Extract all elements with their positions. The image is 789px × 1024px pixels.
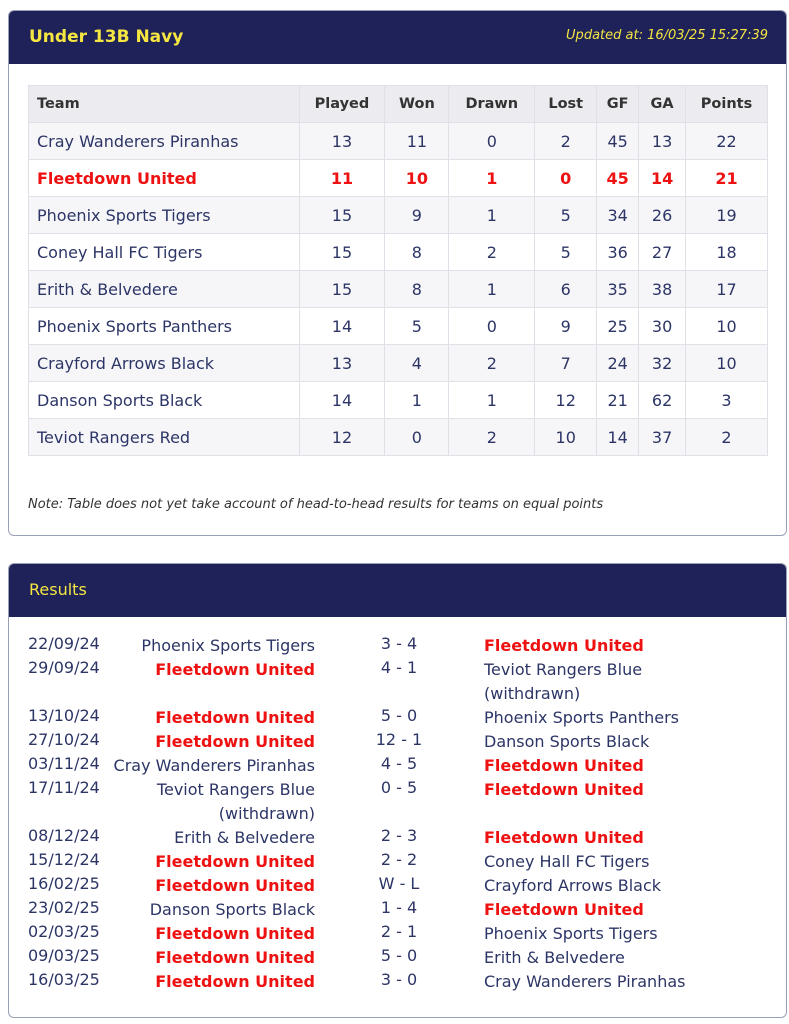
stat-cell: 11 — [299, 160, 385, 197]
home-team: Phoenix Sports Tigers — [141, 636, 315, 655]
column-header-points: Points — [686, 86, 768, 123]
results-list — [9, 634, 786, 994]
stat-cell: 10 — [385, 160, 449, 197]
result-row — [9, 730, 786, 754]
results-header — [9, 564, 786, 617]
team-name-cell: Danson Sports Black — [29, 382, 300, 419]
team-name-cell: Phoenix Sports Panthers — [29, 308, 300, 345]
result-score: 1 - 4 — [380, 898, 418, 917]
stat-cell: 2 — [535, 123, 597, 160]
stat-cell: 9 — [385, 197, 449, 234]
result-score: 0 - 5 — [380, 778, 418, 797]
stat-cell: 12 — [535, 382, 597, 419]
result-score: 5 - 0 — [380, 706, 418, 725]
league-table — [28, 85, 768, 456]
result-score: 2 - 2 — [380, 850, 418, 869]
column-header-won: Won — [385, 86, 449, 123]
stat-cell: 26 — [639, 197, 686, 234]
away-team: Coney Hall FC Tigers — [484, 852, 650, 871]
result-row — [9, 754, 786, 778]
table-note: Note: Table does not yet take account of head-to-head results for teams on equal points — [28, 497, 604, 512]
result-score: 12 - 1 — [375, 730, 423, 749]
results-title: Results — [29, 580, 87, 599]
home-team: Erith & Belvedere — [174, 828, 315, 847]
home-team: Danson Sports Black — [149, 900, 315, 919]
team-name-cell: Erith & Belvedere — [29, 271, 300, 308]
stat-cell: 30 — [639, 308, 686, 345]
stat-cell: 21 — [597, 382, 639, 419]
stat-cell: 32 — [639, 345, 686, 382]
stat-cell: 12 — [299, 419, 385, 456]
result-score: 5 - 0 — [380, 946, 418, 965]
stat-cell: 2 — [449, 234, 535, 271]
result-row — [9, 778, 786, 826]
table-row — [29, 345, 768, 382]
stat-cell: 6 — [535, 271, 597, 308]
result-score: 3 - 0 — [380, 970, 418, 989]
result-date: 16/03/25 — [28, 970, 100, 989]
stat-cell: 24 — [597, 345, 639, 382]
result-date: 09/03/25 — [28, 946, 100, 965]
stat-cell: 2 — [449, 419, 535, 456]
column-header-ga: GA — [639, 86, 686, 123]
stat-cell: 1 — [385, 382, 449, 419]
away-team: Erith & Belvedere — [484, 948, 625, 967]
stat-cell: 2 — [686, 419, 768, 456]
table-row — [29, 308, 768, 345]
team-name-cell: Coney Hall FC Tigers — [29, 234, 300, 271]
stat-cell: 8 — [385, 271, 449, 308]
stat-cell: 1 — [449, 160, 535, 197]
result-row — [9, 970, 786, 994]
stat-cell: 8 — [385, 234, 449, 271]
team-name-cell: Phoenix Sports Tigers — [29, 197, 300, 234]
team-name-cell: Cray Wanderers Piranhas — [29, 123, 300, 160]
home-team: Fleetdown United — [155, 708, 315, 727]
stat-cell: 0 — [535, 160, 597, 197]
stat-cell: 13 — [639, 123, 686, 160]
home-team: Fleetdown United — [155, 660, 315, 679]
stat-cell: 45 — [597, 123, 639, 160]
away-team: Phoenix Sports Tigers — [484, 924, 658, 943]
stat-cell: 5 — [535, 197, 597, 234]
away-team: Fleetdown United — [484, 780, 644, 799]
stat-cell: 21 — [686, 160, 768, 197]
away-team: Cray Wanderers Piranhas — [484, 972, 686, 991]
stat-cell: 14 — [639, 160, 686, 197]
column-header-team: Team — [29, 86, 300, 123]
away-team: Fleetdown United — [484, 828, 644, 847]
result-row — [9, 634, 786, 658]
stat-cell: 0 — [449, 308, 535, 345]
stat-cell: 13 — [299, 123, 385, 160]
stat-cell: 19 — [686, 197, 768, 234]
results-card — [8, 563, 787, 1018]
stat-cell: 10 — [686, 345, 768, 382]
league-header — [9, 11, 786, 64]
home-team: Cray Wanderers Piranhas — [113, 756, 315, 775]
result-row — [9, 922, 786, 946]
result-score: 2 - 3 — [380, 826, 418, 845]
home-team: Fleetdown United — [155, 732, 315, 751]
stat-cell: 15 — [299, 234, 385, 271]
stat-cell: 2 — [449, 345, 535, 382]
stat-cell: 37 — [639, 419, 686, 456]
stat-cell: 18 — [686, 234, 768, 271]
table-row — [29, 382, 768, 419]
stat-cell: 4 — [385, 345, 449, 382]
away-team: Fleetdown United — [484, 636, 644, 655]
result-date: 16/02/25 — [28, 874, 100, 893]
table-header-row — [29, 86, 768, 123]
stat-cell: 10 — [686, 308, 768, 345]
result-row — [9, 706, 786, 730]
stat-cell: 1 — [449, 271, 535, 308]
stat-cell: 3 — [686, 382, 768, 419]
away-team: Teviot Rangers Blue (withdrawn) — [484, 660, 643, 703]
stat-cell: 0 — [449, 123, 535, 160]
result-row — [9, 658, 786, 706]
table-row — [29, 160, 768, 197]
result-date: 29/09/24 — [28, 658, 100, 677]
stat-cell: 14 — [299, 308, 385, 345]
result-row — [9, 826, 786, 850]
table-row — [29, 271, 768, 308]
team-name-cell: Fleetdown United — [29, 160, 300, 197]
result-date: 08/12/24 — [28, 826, 100, 845]
away-team: Phoenix Sports Panthers — [484, 708, 679, 727]
stat-cell: 5 — [535, 234, 597, 271]
result-date: 13/10/24 — [28, 706, 100, 725]
stat-cell: 35 — [597, 271, 639, 308]
away-team: Crayford Arrows Black — [484, 876, 662, 895]
home-team: Fleetdown United — [155, 924, 315, 943]
result-date: 15/12/24 — [28, 850, 100, 869]
result-date: 27/10/24 — [28, 730, 100, 749]
result-score: W - L — [378, 874, 420, 893]
stat-cell: 14 — [299, 382, 385, 419]
result-score: 3 - 4 — [380, 634, 418, 653]
stat-cell: 1 — [449, 382, 535, 419]
column-header-drawn: Drawn — [449, 86, 535, 123]
stat-cell: 9 — [535, 308, 597, 345]
result-score: 4 - 5 — [380, 754, 418, 773]
team-name-cell: Teviot Rangers Red — [29, 419, 300, 456]
stat-cell: 0 — [385, 419, 449, 456]
table-row — [29, 197, 768, 234]
stat-cell: 15 — [299, 271, 385, 308]
away-team: Fleetdown United — [484, 756, 644, 775]
result-row — [9, 874, 786, 898]
league-title: Under 13B Navy — [29, 27, 184, 47]
stat-cell: 11 — [385, 123, 449, 160]
column-header-gf: GF — [597, 86, 639, 123]
stat-cell: 14 — [597, 419, 639, 456]
stat-cell: 13 — [299, 345, 385, 382]
column-header-played: Played — [299, 86, 385, 123]
table-row — [29, 123, 768, 160]
result-row — [9, 946, 786, 970]
away-team: Danson Sports Black — [484, 732, 650, 751]
stat-cell: 7 — [535, 345, 597, 382]
stat-cell: 38 — [639, 271, 686, 308]
result-score: 2 - 1 — [380, 922, 418, 941]
table-row — [29, 419, 768, 456]
result-date: 03/11/24 — [28, 754, 100, 773]
stat-cell: 22 — [686, 123, 768, 160]
stat-cell: 5 — [385, 308, 449, 345]
updated-timestamp: Updated at: 16/03/25 15:27:39 — [566, 28, 768, 43]
result-row — [9, 898, 786, 922]
home-team: Fleetdown United — [155, 972, 315, 991]
result-date: 23/02/25 — [28, 898, 100, 917]
result-score: 4 - 1 — [380, 658, 418, 677]
result-date: 17/11/24 — [28, 778, 100, 797]
stat-cell: 15 — [299, 197, 385, 234]
home-team: Fleetdown United — [155, 852, 315, 871]
home-team: Fleetdown United — [155, 876, 315, 895]
table-row — [29, 234, 768, 271]
league-table-card — [8, 10, 787, 536]
result-date: 22/09/24 — [28, 634, 100, 653]
column-header-lost: Lost — [535, 86, 597, 123]
stat-cell: 34 — [597, 197, 639, 234]
stat-cell: 17 — [686, 271, 768, 308]
stat-cell: 45 — [597, 160, 639, 197]
home-team: Teviot Rangers Blue (withdrawn) — [156, 780, 315, 823]
home-team: Fleetdown United — [155, 948, 315, 967]
stat-cell: 36 — [597, 234, 639, 271]
stat-cell: 27 — [639, 234, 686, 271]
stat-cell: 25 — [597, 308, 639, 345]
stat-cell: 62 — [639, 382, 686, 419]
away-team: Fleetdown United — [484, 900, 644, 919]
team-name-cell: Crayford Arrows Black — [29, 345, 300, 382]
result-row — [9, 850, 786, 874]
stat-cell: 10 — [535, 419, 597, 456]
result-date: 02/03/25 — [28, 922, 100, 941]
stat-cell: 1 — [449, 197, 535, 234]
